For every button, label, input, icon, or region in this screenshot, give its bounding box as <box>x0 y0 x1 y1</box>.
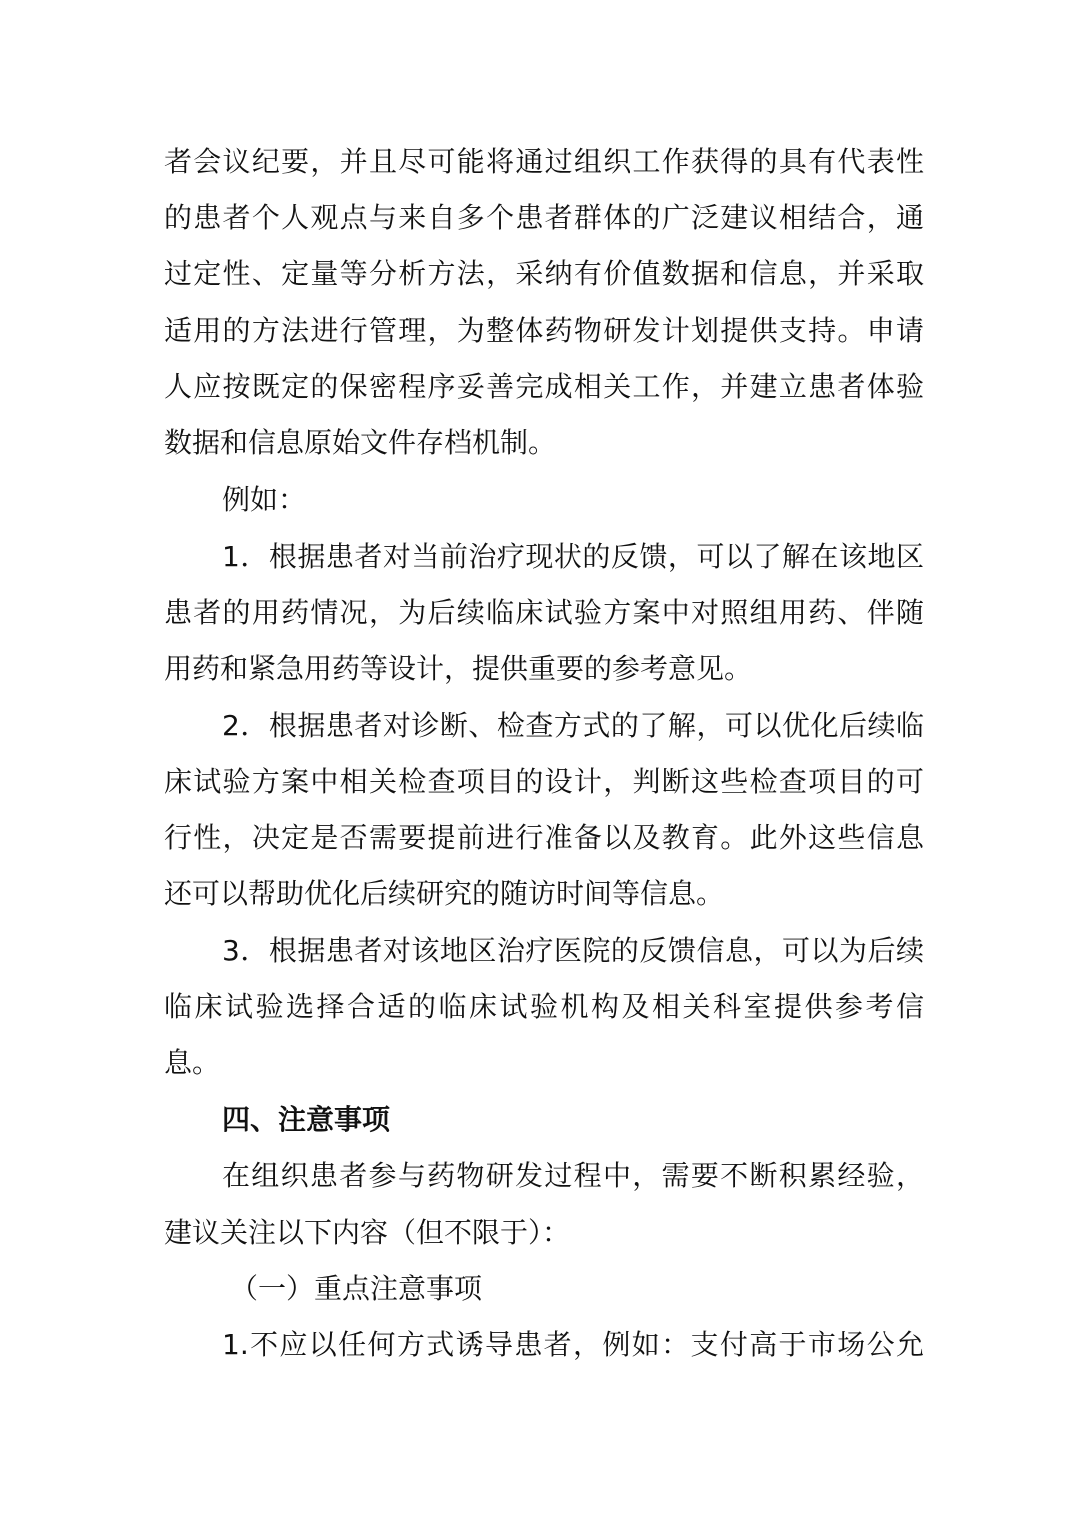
paragraph-line: 建议关注以下内容（但不限于）： <box>164 1216 571 1249</box>
list-item-line: 1．根据患者对当前治疗现状的反馈，可以了解在该地区 <box>222 540 924 573</box>
list-item-line: 用药和紧急用药等设计，提供重要的参考意见。 <box>164 652 753 685</box>
list-item-line: 还可以帮助优化后续研究的随访时间等信息。 <box>164 877 725 910</box>
list-item-line: 患者的用药情况，为后续临床试验方案中对照组用药、伴随 <box>164 596 924 629</box>
paragraph-line: 在组织患者参与药物研发过程中，需要不断积累经验， <box>222 1159 924 1192</box>
paragraph-line: 数据和信息原始文件存档机制。 <box>164 426 557 459</box>
list-item-line: 床试验方案中相关检查项目的设计，判断这些检查项目的可 <box>164 765 924 798</box>
section-heading: 四、注意事项 <box>222 1103 391 1136</box>
list-item-line: 息。 <box>164 1046 221 1079</box>
paragraph-line: 过定性、定量等分析方法，采纳有价值数据和信息，并采取 <box>164 257 924 290</box>
list-item-line: 3．根据患者对该地区治疗医院的反馈信息，可以为后续 <box>222 934 924 967</box>
list-item-line: 1.不应以任何方式诱导患者，例如：支付高于市场公允 <box>222 1328 924 1361</box>
list-item-line: 临床试验选择合适的临床试验机构及相关科室提供参考信 <box>164 990 924 1023</box>
paragraph-line: 的患者个人观点与来自多个患者群体的广泛建议相结合，通 <box>164 201 924 234</box>
paragraph-line: 人应按既定的保密程序妥善完成相关工作，并建立患者体验 <box>164 370 924 403</box>
example-heading: 例如： <box>222 483 307 516</box>
list-item-line: 2．根据患者对诊断、检查方式的了解，可以优化后续临 <box>222 709 924 742</box>
paragraph-line: 适用的方法进行管理，为整体药物研发计划提供支持。申请 <box>164 314 924 347</box>
list-item-line: 行性，决定是否需要提前进行准备以及教育。此外这些信息 <box>164 821 924 854</box>
subsection-heading: （一）重点注意事项 <box>230 1272 483 1305</box>
paragraph-line: 者会议纪要，并且尽可能将通过组织工作获得的具有代表性 <box>164 145 924 178</box>
